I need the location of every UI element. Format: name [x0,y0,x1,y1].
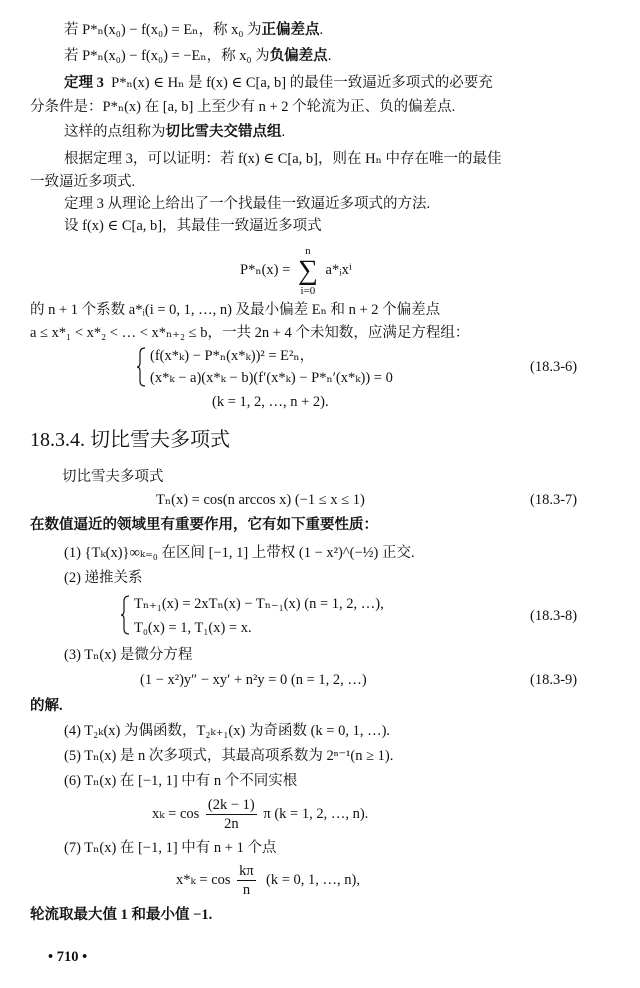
text-line: 的 n + 1 个系数 a*ᵢ(i = 0, 1, …, n) 及最小偏差 Eₙ 和 n + 2 个偏差点 [30,302,441,318]
theorem-text: P*ₙ(x) ∈ Hₙ 是 f(x) ∈ C[a, b] 的最佳一致逼近多项式的必要充 [111,75,493,91]
equation-line: (f(x*ₖ) − P*ₙ(x*ₖ))² = E²ₙ， [150,348,315,364]
property-5: (5) Tₙ(x) 是 n 次多项式，其最高项系数为 2ⁿ⁻¹(n ≥ 1). [64,748,394,764]
text-line: 在数值逼近的领域里有重要作用，它有如下重要性质： [30,517,378,533]
theorem-text-cont: 分条件是：P*ₙ(x) 在 [a, b] 上至少有 n + 2 个轮流为正、负的偏差点. [30,99,456,115]
property-7: (7) Tₙ(x) 在 [−1, 1] 中有 n + 1 个点 [64,840,277,856]
formula-rhs: (k = 0, 1, …, n), [266,872,360,888]
brace-icon [136,347,146,387]
text-line: 切比雪夫多项式 [62,469,164,485]
equation-line: Tₙ(x) = cos(n arccos x) (−1 ≤ x ≤ 1) [156,492,365,508]
equation-number: (18.3-6) [530,359,578,375]
equation-number: (18.3-8) [530,608,578,624]
section-heading: 18.3.4. 切比雪夫多项式 [30,429,230,451]
text: 这样的点组称为 [64,124,166,140]
equation-number: (18.3-7) [530,492,578,508]
summation-symbol: n ∑ i=0 [297,244,318,297]
text-line: 根据定理 3，可以证明：若 f(x) ∈ C[a, b]，则在 Hₙ 中存在唯一的最佳 [64,151,502,167]
equation-line: Tₙ₊₁(x) = 2xTₙ(x) − Tₙ₋₁(x) (n = 1, 2, …), [134,596,384,612]
term-bold: 负偏差点 [269,48,328,64]
property-4: (4) T₂ₖ(x) 为偶函数，T₂ₖ₊₁(x) 为奇函数 (k = 0, 1, …). [64,723,391,739]
text-line: 这样的点组称为切比雪夫交错点组. [64,124,286,140]
extrema-formula [176,860,360,900]
sum-lower: i=0 [300,284,316,297]
numerator: (2k − 1) [207,797,255,814]
text-line: 设 f(x) ∈ C[a, b]，其最佳一致逼近多项式 [64,218,322,234]
formula-lhs: x*ₖ = cos [176,872,231,888]
roots-formula [152,794,368,834]
formula-lhs: P*ₙ(x) = [240,262,291,278]
property-6: (6) Tₙ(x) 在 [−1, 1] 中有 n 个不同实根 [64,773,298,789]
text-line: 若 P*ₙ(x₀) − f(x₀) = −Eₙ，称 x₀ 为负偏差点. [64,48,332,64]
text: 若 P*ₙ(x₀) − f(x₀) = Eₙ，称 x₀ 为 [64,22,262,38]
denominator: 2n [224,816,239,833]
numerator: kπ [239,863,254,880]
formula-term: a*ᵢxⁱ [325,262,352,278]
text-line: 的解. [30,698,63,714]
equation-condition: (k = 1, 2, …, n + 2). [212,394,329,410]
equation-number: (18.3-9) [530,672,578,688]
page-number: • 710 • [48,949,88,965]
text-line: 轮流取最大值 1 和最小值 −1. [30,907,213,923]
equation-line: T₀(x) = 1, T₁(x) = x. [134,620,252,636]
theorem-label: 定理 3 [64,75,104,91]
text: 若 P*ₙ(x₀) − f(x₀) = −Eₙ，称 x₀ 为 [64,48,270,64]
equation-line: (1 − x²)y″ − xy′ + n²y = 0 (n = 1, 2, …) [140,672,367,688]
formula-lhs: xₖ = cos [152,806,200,822]
brace-icon [120,595,130,635]
formula-rhs: π (k = 1, 2, …, n). [263,806,369,822]
fraction [237,862,256,899]
equation-line: (x*ₖ − a)(x*ₖ − b)(f′(x*ₖ) − P*ₙ′(x*ₖ)) = 0 [150,370,393,386]
text-line: 若 P*ₙ(x₀) − f(x₀) = Eₙ，称 x₀ 为正偏差点. [64,22,324,38]
theorem-3 [64,73,493,93]
formula-sum [240,240,352,300]
term-bold: 切比雪夫交错点组 [165,124,282,140]
fraction [206,796,257,833]
text-line: a ≤ x*₁ < x*₂ < … < x*ₙ₊₂ ≤ b，一共 2n + 4 个未知数，应满足方程组： [30,325,470,341]
denominator: n [242,882,251,899]
property-3: (3) Tₙ(x) 是微分方程 [64,647,193,663]
term-bold: 正偏差点 [261,22,320,38]
text-line: 一致逼近多项式. [30,174,136,190]
sum-upper: n [305,244,311,257]
text-line: 定理 3 从理论上给出了一个找最佳一致逼近多项式的方法. [64,196,431,212]
property-2: (2) 递推关系 [64,570,143,586]
property-1: (1) {Tₖ(x)}∞ₖ₌₀ 在区间 [−1, 1] 上带权 (1 − x²)^(−½) 正交. [64,545,415,561]
